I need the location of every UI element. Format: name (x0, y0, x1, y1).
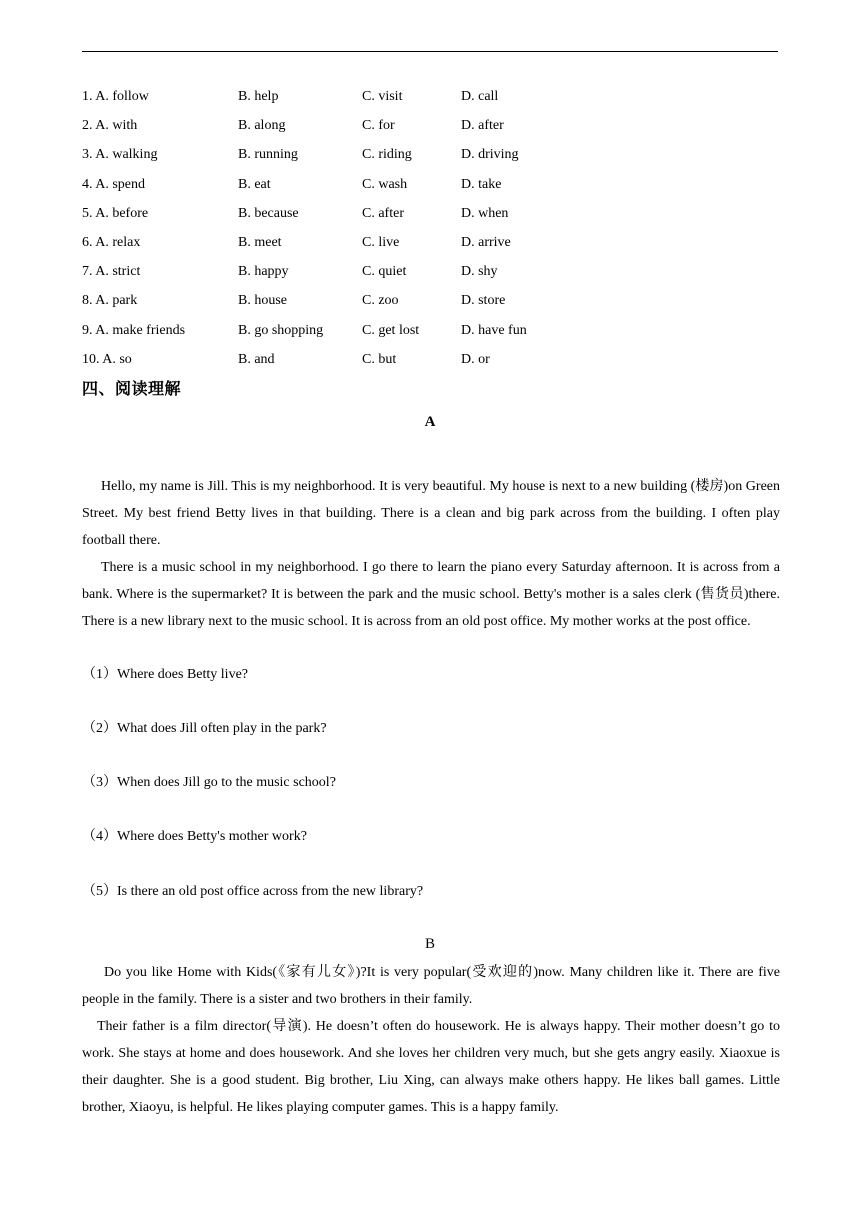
option-d: D. driving (461, 147, 519, 163)
option-b: B. house (238, 293, 287, 309)
option-b: B. along (238, 118, 286, 134)
option-d: D. after (461, 118, 504, 134)
option-c: C. riding (362, 147, 412, 163)
option-a: 8. A. park (82, 293, 138, 309)
option-d: D. shy (461, 264, 498, 280)
passage-a-label: A (424, 414, 436, 430)
option-d: D. call (461, 89, 499, 104)
question-3: （3）When does Jill go to the music school? (82, 775, 336, 790)
question-1: （1）Where does Betty live? (82, 667, 249, 682)
option-c: C. quiet (362, 264, 407, 280)
option-c: C. after (362, 205, 404, 221)
option-row-10 (82, 349, 778, 378)
option-a: 5. A. before (82, 205, 149, 221)
option-c: C. but (362, 351, 397, 367)
option-a: 9. A. make friends (82, 322, 186, 338)
option-c: C. wash (362, 176, 408, 192)
passage-b-label: B (424, 936, 435, 952)
option-a: 7. A. strict (82, 264, 141, 280)
option-d: D. when (461, 205, 509, 221)
option-c: C. live (362, 234, 400, 250)
option-d: D. take (461, 176, 502, 192)
option-b: B. and (238, 351, 275, 367)
question-5: （5）Is there an old post office across from the new library? (82, 884, 424, 899)
passage-a-paragraph-2: There is a music school in my neighborhood. I go there to learn the piano every Saturday afternoon. It is across from a bank. Where is the supermarket? It is between the park and the music school. Betty's mother is a sales clerk (售货员)there. There is a new library next to the music school. It is across from an old post office. My mother works at the post office. (82, 560, 780, 629)
option-c: C. zoo (362, 293, 399, 309)
option-row-5 (82, 203, 778, 232)
option-row-4 (82, 174, 778, 203)
option-a: 10. A. so (82, 351, 132, 367)
option-c: C. for (362, 118, 395, 134)
option-row-6 (82, 232, 778, 261)
option-d: D. have fun (461, 322, 527, 338)
option-d: D. store (461, 293, 506, 309)
option-row-2 (82, 115, 778, 144)
passage-b (82, 959, 780, 1121)
option-d: D. or (461, 351, 490, 367)
option-row-8 (82, 290, 778, 319)
option-c: C. get lost (362, 322, 420, 338)
option-row-1 (82, 86, 778, 115)
cloze-options (82, 86, 778, 378)
option-row-7 (82, 261, 778, 290)
section-title: 四、阅读理解 (82, 379, 182, 398)
passage-a-paragraph-1: Hello, my name is Jill. This is my neighborhood. It is very beautiful. My house is next to a new building (楼房)on Green Street. My best friend Betty lives in that building. There is a clean and big park across from the building. I often play football there. (82, 479, 780, 548)
option-b: B. happy (238, 264, 289, 280)
option-a: 2. A. with (82, 118, 138, 134)
option-b: B. help (238, 89, 279, 104)
passage-b-paragraph-2: Their father is a film director(导演). He doesn’t often do housework. He is always happy. Their mother doesn’t go to work. She stays at home and does housework. And she loves her children very much, but she gets angry easily. Xiaoxue is their daughter. She is a good student. Big brother, Liu Xing, can always make others happy. He likes ball games. Little brother, Xiaoyu, is helpful. He likes playing computer games. This is a happy family. (82, 1019, 780, 1115)
option-a: 1. A. follow (82, 89, 149, 104)
option-a: 4. A. spend (82, 176, 145, 192)
option-c: C. visit (362, 89, 403, 104)
option-a: 3. A. walking (82, 147, 158, 163)
question-4: （4）Where does Betty's mother work? (82, 829, 307, 844)
option-b: B. go shopping (238, 322, 324, 338)
option-b: B. meet (238, 234, 282, 250)
option-d: D. arrive (461, 234, 511, 250)
header-rule (82, 51, 778, 52)
option-b: B. eat (238, 176, 271, 192)
question-2: （2）What does Jill often play in the park? (82, 721, 327, 736)
passage-a (82, 473, 780, 635)
option-row-9 (82, 320, 778, 349)
option-row-3 (82, 144, 778, 173)
option-b: B. running (238, 147, 298, 163)
option-b: B. because (238, 205, 299, 221)
option-a: 6. A. relax (82, 234, 141, 250)
passage-b-paragraph-1: Do you like Home with Kids(《家有儿女》)?It is very popular(受欢迎的)now. Many children like it. There are five people in the family. There is a sister and two brothers in their family. (82, 965, 780, 1007)
